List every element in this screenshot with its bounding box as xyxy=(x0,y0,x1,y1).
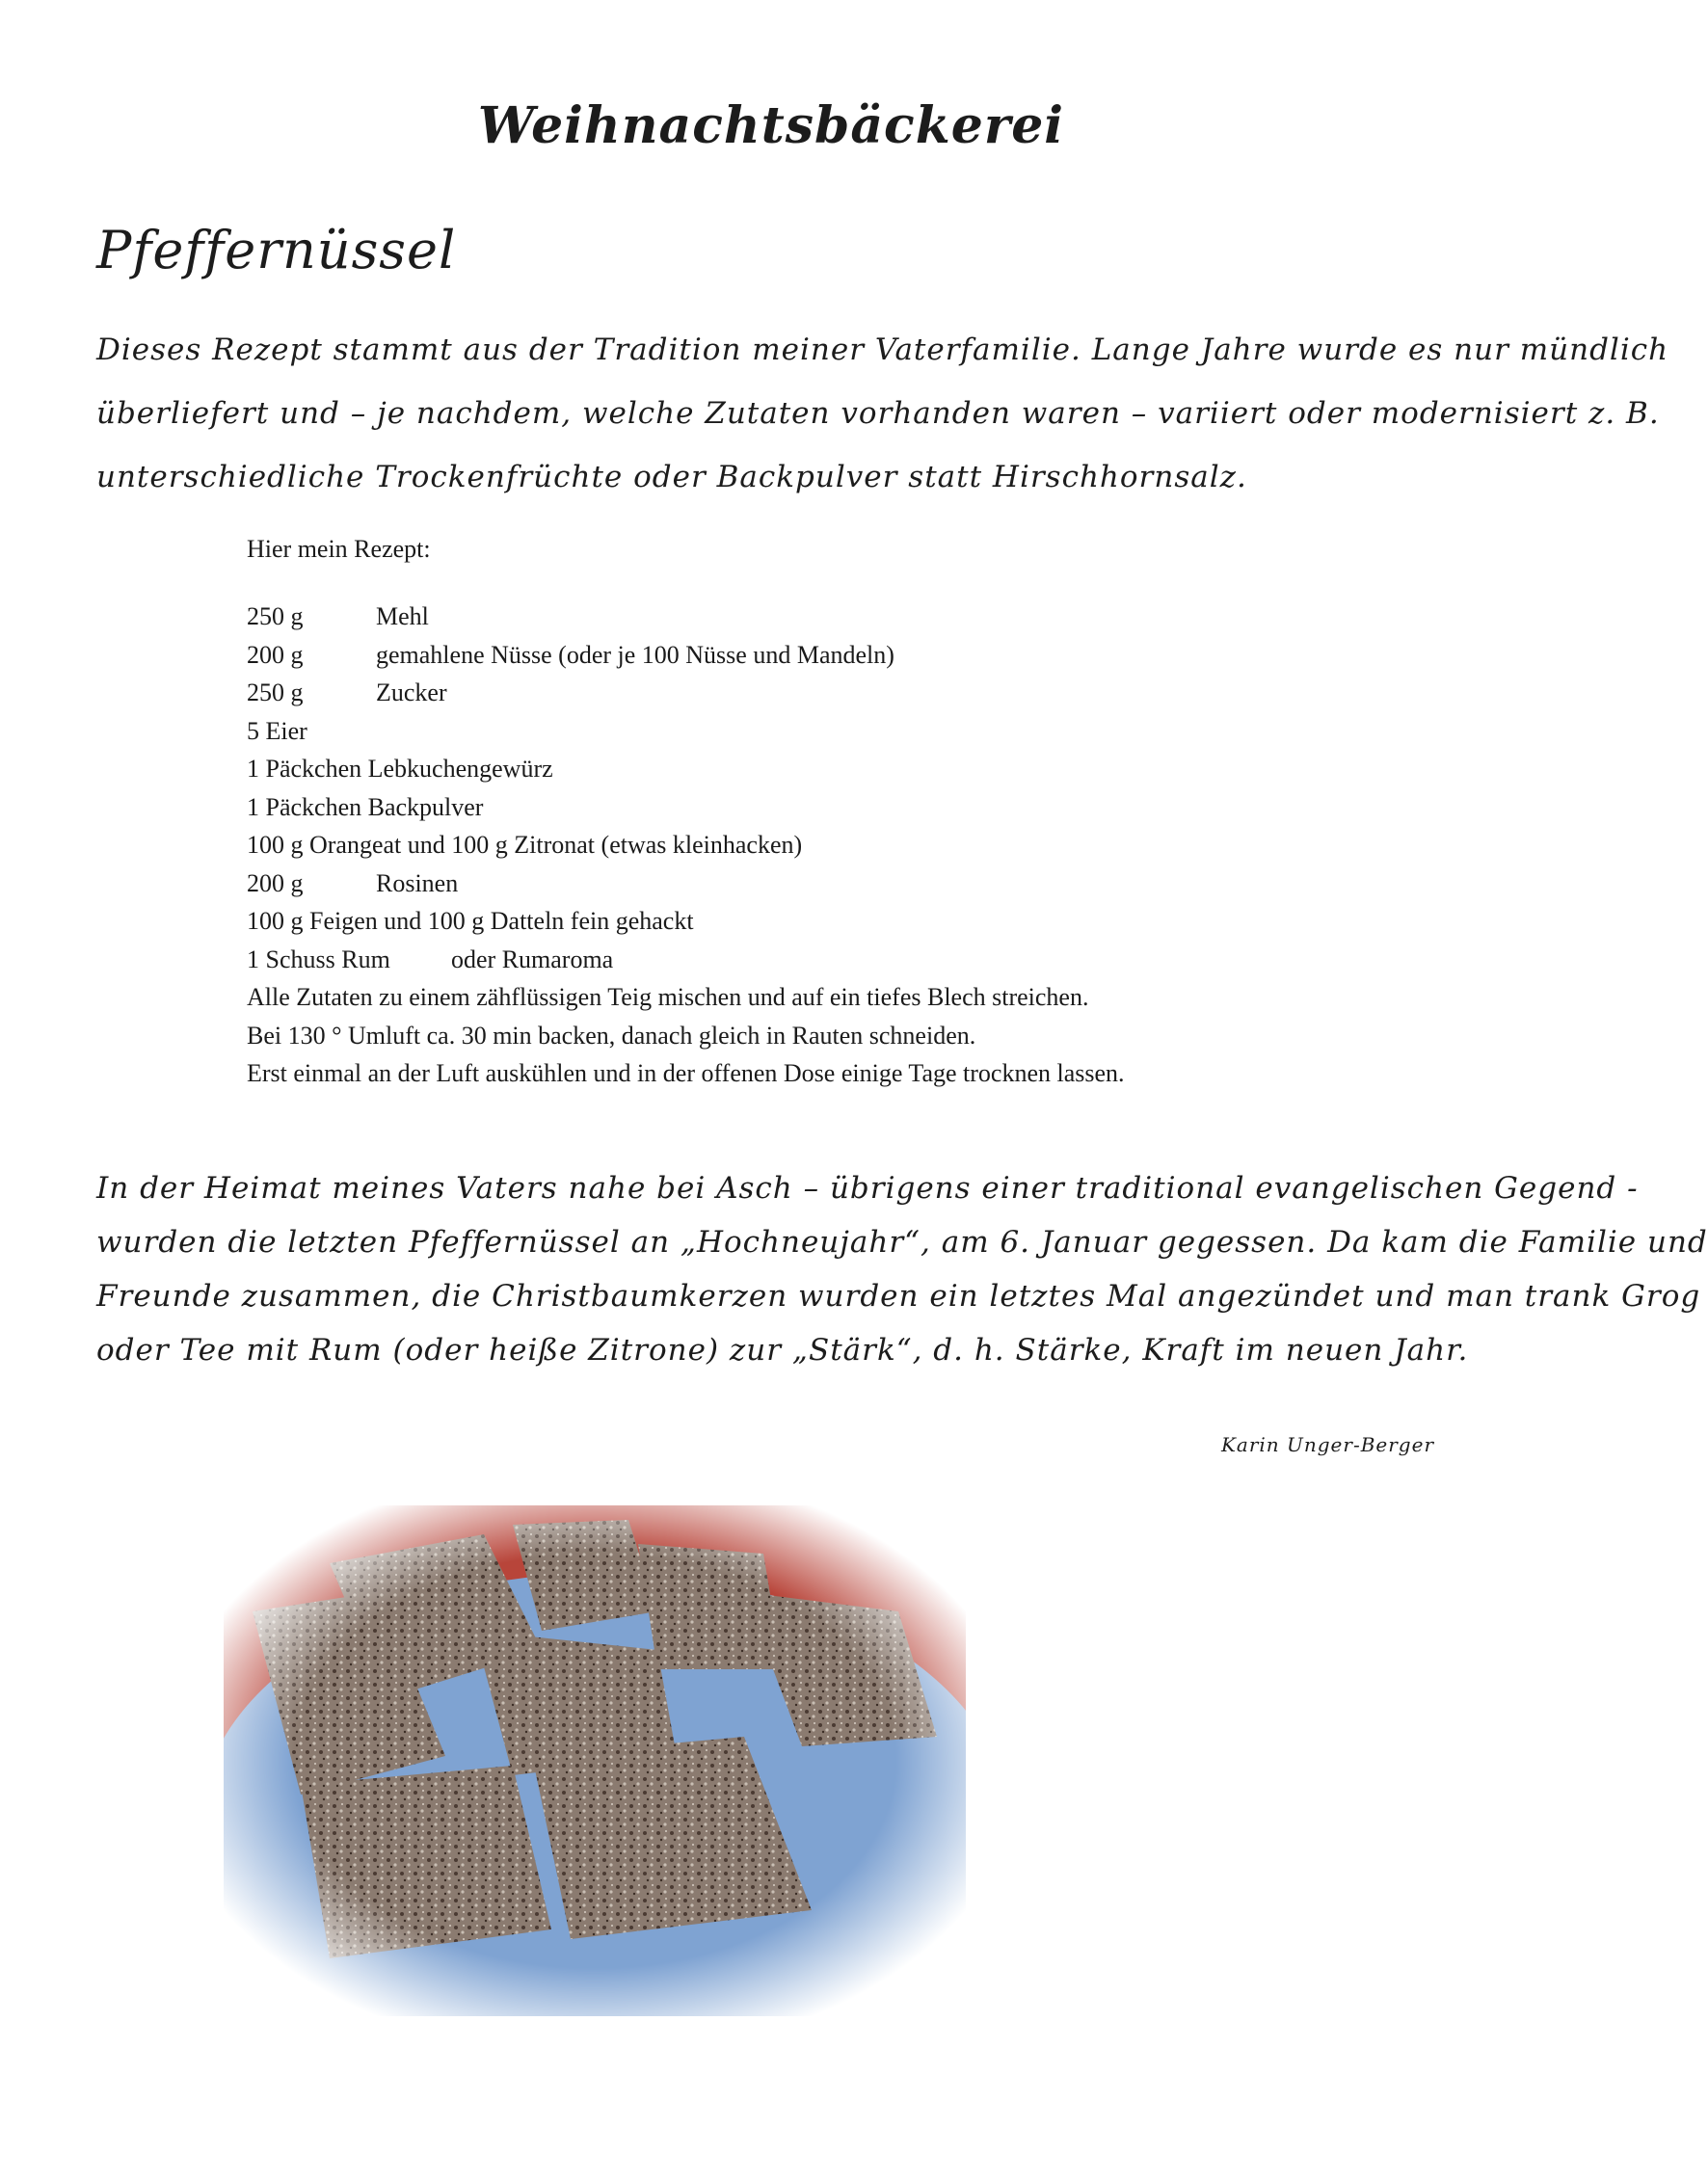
story-line: Freunde zusammen, die Christbaumkerzen wurden ein letztes Mal angezündet und man trank Grog xyxy=(96,1279,1701,1314)
instruction-line: Alle Zutaten zu einem zähflüssigen Teig mischen und auf ein tiefes Blech streichen. xyxy=(247,983,1089,1011)
ingredient-row xyxy=(247,674,1125,712)
ingredient-row: 100 g Orangeat und 100 g Zitronat (etwas kleinhacken) xyxy=(247,831,803,859)
story-line: oder Tee mit Rum (oder heiße Zitrone) zur „Stärk“, d. h. Stärke, Kraft im neuen Jahr. xyxy=(96,1333,1469,1368)
ingredient-list xyxy=(247,598,1125,1093)
story-paragraph xyxy=(96,1161,1708,1377)
instruction-line: Erst einmal an der Luft auskühlen und in der offenen Dose einige Tage trocknen lassen. xyxy=(247,1059,1125,1087)
ingredient-row xyxy=(247,598,1125,636)
story-line: In der Heimat meines Vaters nahe bei Asch – übrigens einer traditional evangelischen Gegend - xyxy=(96,1171,1639,1206)
pfeffernuessel-photo xyxy=(224,1505,966,2016)
ingredient-name: oder Rumaroma xyxy=(451,944,614,973)
ingredient-row xyxy=(247,864,1125,903)
ingredient-quantity: 250 g xyxy=(247,678,304,706)
intro-line: unterschiedliche Trockenfrüchte oder Backpulver statt Hirschhornsalz. xyxy=(96,460,1247,494)
ingredient-row xyxy=(247,636,1125,675)
ingredient-name: Mehl xyxy=(376,602,429,630)
recipe-label: Hier mein Rezept: xyxy=(247,535,431,563)
document-title: Weihnachtsbäckerei xyxy=(477,96,1065,155)
ingredient-row: 5 Eier xyxy=(247,716,307,745)
intro-line: Dieses Rezept stammt aus der Tradition meiner Vaterfamilie. Lange Jahre wurde es nur mündlich xyxy=(96,332,1669,367)
ingredient-row: 1 Päckchen Lebkuchengewürz xyxy=(247,755,553,783)
ingredient-name: Zucker xyxy=(376,678,447,706)
intro-paragraph xyxy=(96,318,1669,509)
story-line: wurden die letzten Pfeffernüssel an „Hochneujahr“, am 6. Januar gegessen. Da kam die Familie und xyxy=(96,1225,1708,1260)
ingredient-row xyxy=(247,941,1125,979)
ingredient-quantity: 200 g xyxy=(247,640,304,669)
instruction-line: Bei 130 ° Umluft ca. 30 min backen, danach gleich in Rauten schneiden. xyxy=(247,1021,976,1050)
recipe-title: Pfeffernüssel xyxy=(96,220,457,280)
ingredient-row: 1 Päckchen Backpulver xyxy=(247,792,484,821)
ingredient-quantity: 1 Schuss Rum xyxy=(247,944,390,973)
author-signature: Karin Unger-Berger xyxy=(1220,1433,1434,1456)
ingredient-name: gemahlene Nüsse (oder je 100 Nüsse und Mandeln) xyxy=(376,640,894,669)
cake-piece xyxy=(301,1766,551,1958)
ingredient-quantity: 200 g xyxy=(247,868,304,897)
ingredient-name: Rosinen xyxy=(376,868,459,897)
ingredient-quantity: 250 g xyxy=(247,602,304,630)
ingredient-row: 100 g Feigen und 100 g Datteln fein gehackt xyxy=(247,907,694,935)
intro-line: überliefert und – je nachdem, welche Zutaten vorhanden waren – variiert oder modernisiert z. B. xyxy=(96,396,1660,431)
